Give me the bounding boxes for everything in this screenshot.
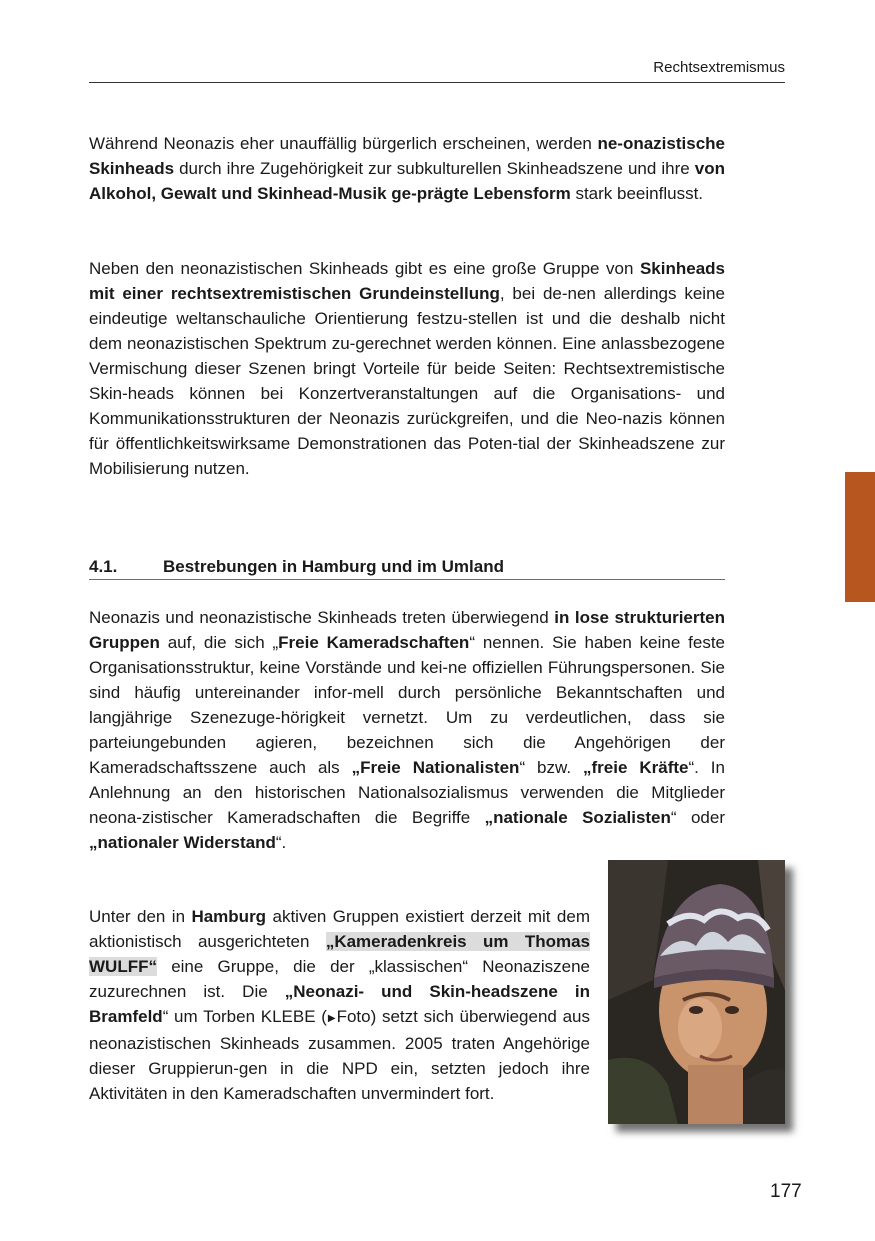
paragraph-3 — [89, 605, 725, 855]
paragraph-4 — [89, 904, 590, 1106]
page-number: 177 — [770, 1181, 802, 1202]
section-title: Bestrebungen in Hamburg und im Umland — [163, 557, 504, 576]
text-run: Während Neonazis eher unauffällig bürgerlich erscheinen, werden — [89, 134, 598, 153]
bold-run: „freie Kräfte — [583, 758, 689, 777]
text-run: Neonazis und neonazistische Skinheads treten überwiegend — [89, 608, 555, 627]
bold-run: „Freie Nationalisten — [351, 758, 520, 777]
text-run: durch ihre Zugehörigkeit zur subkulturellen Skinheadszene und ihre — [174, 159, 695, 178]
running-header — [89, 58, 785, 83]
bold-run: „Neonazi- und Skin-headszene in Bramfeld — [89, 982, 590, 1026]
portrait-illustration — [608, 860, 785, 1124]
bold-run: Hamburg — [191, 907, 267, 926]
bold-run: „nationaler Widerstand — [89, 833, 276, 852]
section-heading — [89, 556, 725, 580]
triangle-right-icon: ▶ — [326, 1013, 337, 1024]
text-run: Neben den neonazistischen Skinheads gibt es eine große Gruppe von — [89, 259, 640, 278]
chapter-tab-marker — [845, 472, 875, 602]
text-run: “ um Torben KLEBE ( — [162, 1007, 327, 1026]
text-run: , bei de-nen allerdings keine eindeutige weltanschauliche Orientierung festzu-stellen ist und die deshalb nicht dem neonazistischen Spektrum zu-gerechnet werden können. Eine anlassbezogene Vermischung dieser Szenen bringt Vorteile für beide Seiten: Rechtsextremistische Skin-heads können bei Konzertveranstaltungen auf die Organisations- und Kommunikationsstrukturen der Neonazis zurückgreifen, und die Neo-nazis können für öffentlichkeitswirksame Demonstrationen das Poten-tial der Skinheadszene zur Mobilisierung nutzen. — [89, 284, 725, 478]
text-run: “ bzw. — [519, 758, 583, 777]
bold-run: Skinheads mit einer rechtsextremistischen Grundeinstellung — [89, 259, 725, 303]
text-run: Unter den in — [89, 907, 192, 926]
text-run: “. — [275, 833, 287, 852]
bold-run: Freie Kameradschaften — [278, 633, 470, 652]
bold-run: in lose strukturierten Gruppen — [89, 608, 725, 652]
text-run: aktiven Gruppen existiert derzeit mit dem aktionistisch ausgerichteten — [89, 907, 590, 951]
running-header-title: Rechtsextremismus — [653, 59, 785, 76]
paragraph-2 — [89, 256, 725, 481]
highlighted-bold-run: „Kameradenkreis um Thomas WULFF“ — [89, 932, 591, 976]
text-run: “. In Anlehnung an den historischen Nationalsozialismus verwenden die Mitglieder neona-zistischer Kameradschaften die Begriffe — [89, 758, 725, 827]
text-run: Foto) setzt sich überwiegend aus neonazistischen Skinheads zusammen. 2005 traten Angehörige dieser Gruppierun-gen in die NPD ein, setzten jedoch ihre Aktivitäten in den Kameradschaften unvermindert fort. — [89, 1007, 590, 1103]
paragraph-1 — [89, 131, 725, 206]
portrait-photo — [608, 860, 785, 1124]
section-number: 4.1. — [89, 557, 118, 576]
bold-run: von Alkohol, Gewalt und Skinhead-Musik ge-prägte Lebensform — [89, 159, 725, 203]
bold-run: ne-onazistische Skinheads — [89, 134, 725, 178]
text-run: “ nennen. Sie haben keine feste Organisationsstruktur, keine Vorstände und kei-ne offiziellen Führungspersonen. Sie sind häufig untereinander infor-mell durch persönliche Bekanntschaften und langjährige Szenezuge-hörigkeit vernetzt. Um zu verdeutlichen, dass sie parteiungebunden agieren, bezeichnen sich die Angehörigen der Kameradschaftsszene auch als — [89, 633, 726, 777]
text-run: stark beeinflusst. — [570, 184, 704, 203]
text-run: eine Gruppe, die der „klassischen“ Neonaziszene zuzurechnen ist. Die — [89, 957, 590, 1001]
bold-run: „nationale Sozialisten — [484, 808, 671, 827]
text-run: auf, die sich „ — [159, 633, 279, 652]
text-run: “ oder — [670, 808, 725, 827]
